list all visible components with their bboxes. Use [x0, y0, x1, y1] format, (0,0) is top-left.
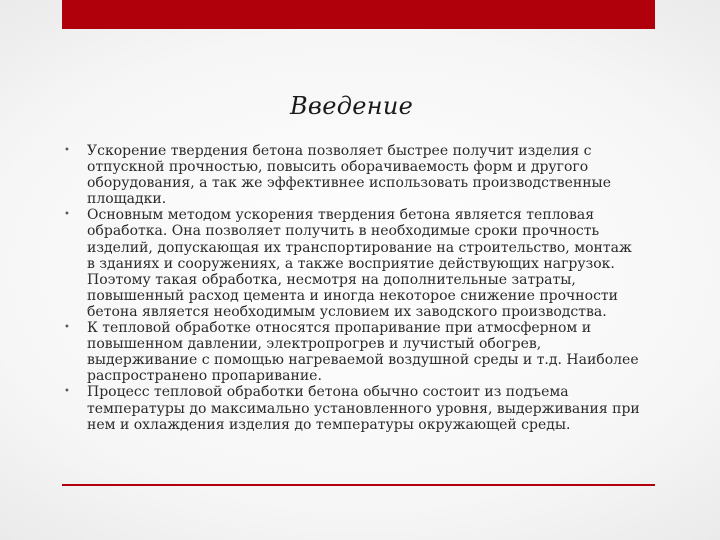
bullet-text: Основным методом ускорения твердения бетона является тепловая обработка. Она позволяет получить в необходимые сроки прочность изделий, допускающая их транспортирование на строительство, монтаж в зданиях и сооружениях, а также восприятие действующих нагрузок. Поэтому такая обработка, несмотря на дополнительные затраты, повышенный расход цемента и иногда некоторое снижение прочности бетона является необходимым условием их заводского производства. — [87, 207, 632, 320]
bullet-item — [64, 207, 644, 320]
bullet-dot-icon: • — [64, 322, 70, 334]
bullet-item — [64, 320, 644, 384]
bullet-item — [64, 384, 644, 432]
bullet-dot-icon: • — [64, 386, 70, 398]
bullet-dot-icon: • — [64, 209, 70, 221]
slide-title: Введение — [290, 92, 414, 120]
bullet-item — [64, 143, 644, 207]
bullet-text: Процесс тепловой обработки бетона обычно состоит из подъема температуры до максимально установленного уровня, выдерживания при нем и охлаждения изделия до температуры окружающей среды. — [87, 384, 640, 433]
bottom-accent-line — [62, 484, 655, 486]
bullet-text: К тепловой обработке относятся пропаривание при атмосферном и повышенном давлении, электропрогрев и лучистый обогрев, выдерживание с помощью нагреваемой воздушной среды и т.д. Наиболее распространено пропаривание. — [87, 320, 639, 385]
bullet-text: Ускорение твердения бетона позволяет быстрее получит изделия с отпускной прочностью, повысить оборачиваемость форм и другого оборудования, а так же эффективнее использовать производственные площадки. — [87, 143, 611, 208]
bullet-dot-icon: • — [64, 145, 70, 156]
bullet-list — [64, 143, 644, 433]
top-accent-bar — [62, 0, 655, 29]
